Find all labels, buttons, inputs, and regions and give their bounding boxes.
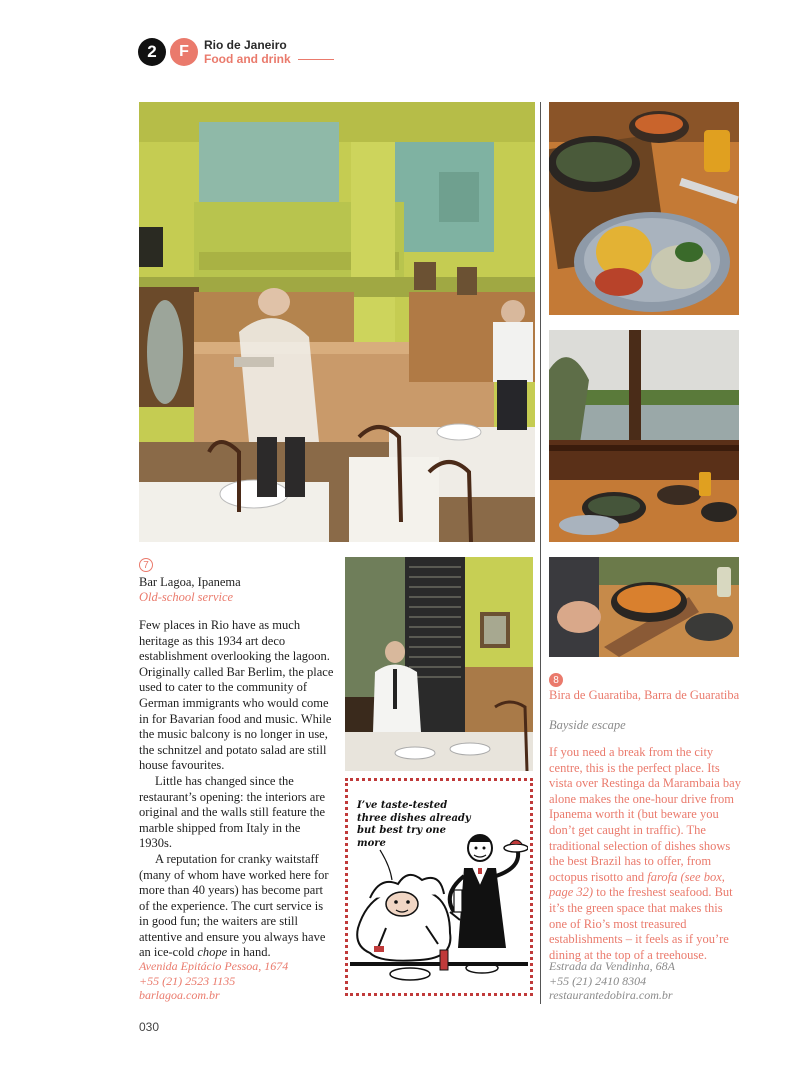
cartoon-illustration <box>350 828 528 990</box>
venue-8-body <box>549 745 743 963</box>
venue-7-phone: +55 (21) 2523 1135 <box>139 973 236 988</box>
venue-8-info <box>549 959 743 1003</box>
venue-8-phone: +55 (21) 2410 8304 <box>549 973 647 988</box>
header-city: Rio de Janeiro <box>204 38 287 52</box>
chope-tail: in hand. <box>227 945 271 960</box>
venue-7-info <box>139 959 335 1003</box>
bar-lagoa-interior-photo <box>139 102 535 542</box>
venue-7-paragraph-3-text: A reputation for cranky waitstaff (many of whom have worked here for more than 40 years) has become part of the experience. The curt service is in good fun; the waiters are still attentive and ensure you always have an ice-cold <box>139 851 329 960</box>
page-number: 030 <box>139 1020 160 1034</box>
venue-7-name: Bar Lagoa, Ipanema <box>139 575 241 589</box>
venue-8-body-part-2: to the freshest seafood. But it’s the green space that makes this one of Rio’s most treasured establishments – it feels as if you’re dining at the top of a treehouse. <box>549 885 733 962</box>
section-letter-badge: F <box>170 38 198 66</box>
chapter-number-badge: 2 <box>138 38 166 66</box>
venue-7-paragraph-3 <box>139 852 335 961</box>
farofa-reference: farofa (see box, page 32) <box>549 869 725 900</box>
waiter-photo <box>345 557 533 771</box>
venue-8-tagline: Bayside escape <box>549 718 626 732</box>
venue-8-number: 8 <box>549 673 563 687</box>
venue-7-number: 7 <box>139 558 153 572</box>
header-section: Food and drink <box>204 52 291 66</box>
venue-7-tagline: Old-school service <box>139 590 234 604</box>
venue-8-paragraph <box>549 745 743 963</box>
venue-7-website[interactable]: barlagoa.com.br <box>139 988 220 1003</box>
venue-7-body <box>139 618 335 961</box>
bira-serving-photo <box>549 557 739 657</box>
bira-bay-view-photo <box>549 330 739 542</box>
cartoon-caption: I’ve taste-tested three dishes already but best try one more <box>357 800 471 849</box>
venue-7-paragraph-1: Few places in Rio have as much heritage as this 1934 art deco establishment overlooking the lagoon. Originally called Bar Berlim, the place used to cater to the community of German immigrants who would come in for Bavarian food and music. While the music balcony is no longer in use, the schnitzel and potato salad are still house favourites. <box>139 618 334 773</box>
column-divider <box>540 102 541 1004</box>
venue-8-body-part-1: If you need a break from the city centre, this is the perfect place. Its vista over Restinga da Marambaia bay alone makes the one-hour drive from Ipanema worth it (but beware you don’t get caught in traffic). The traditional selection of dishes shows the best Brazil has to offer, from octopus risotto and <box>549 745 741 884</box>
venue-7-paragraph-2: Little has changed since the restaurant’s opening: the interiors are original and the walls still feature the marble shipped from Italy in the 1930s. <box>139 773 326 851</box>
venue-8-address: Estrada da Vendinha, 68A <box>549 959 675 973</box>
venue-8-name: Bira de Guaratiba, Barra de Guaratiba <box>549 688 740 702</box>
chope-word: chope <box>197 945 228 960</box>
venue-8-website[interactable]: restaurantedobira.com.br <box>549 988 673 1003</box>
header-rule <box>298 59 334 60</box>
bira-dishes-photo <box>549 102 739 315</box>
venue-7-address: Avenida Epitácio Pessoa, 1674 <box>139 959 289 973</box>
